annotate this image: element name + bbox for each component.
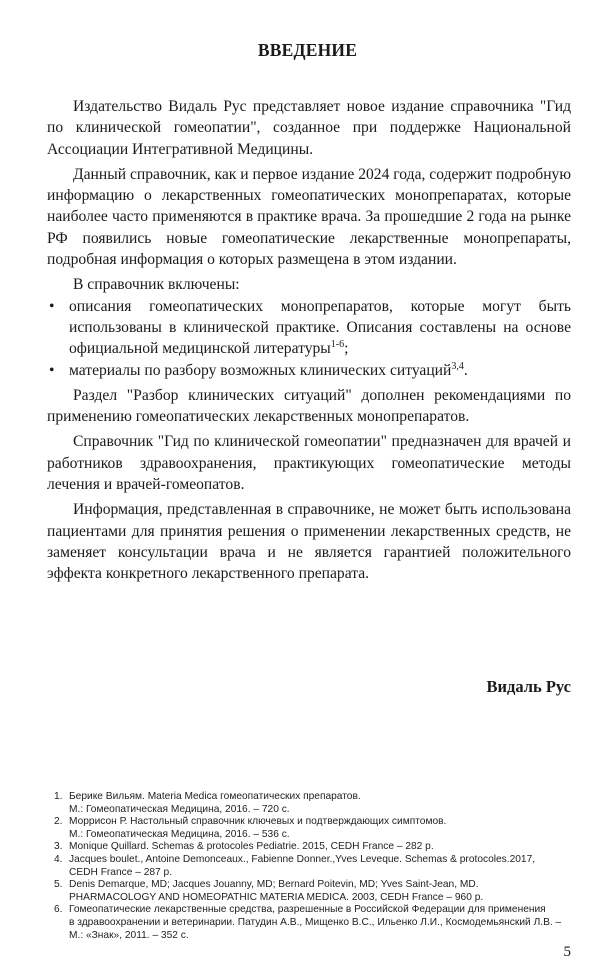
footnote-line: Jacques boulet., Antoine Demonceaux., Fabienne Donner.,Yves Leveque. Schemas & protocoles.2017,: [69, 853, 536, 865]
bullet-icon: •: [49, 361, 55, 379]
footnote-item: [54, 841, 574, 854]
footnote-item: [54, 879, 574, 904]
paragraph-audience: Справочник "Гид по клинической гомеопатии" предназначен для врачей и работников здравоохранения, практикующих гомеопатические методы лечения и врачей-гомеопатов.: [47, 433, 571, 494]
footnote-number: 4.: [54, 853, 63, 865]
footnote-item: [54, 816, 574, 841]
footnote-item: [54, 904, 574, 942]
page-number: 5: [563, 944, 571, 960]
page-title: ВВЕДЕНИЕ: [257, 40, 358, 60]
footnote-number: 6.: [54, 904, 63, 916]
footnote-number: 5.: [54, 879, 63, 891]
footnote-line: Берике Вильям. Materia Medica гомеопатических препаратов.: [69, 791, 361, 802]
footnote-line: CEDH France – 287 p.: [69, 866, 173, 878]
list-item: [47, 296, 571, 360]
footnotes: [54, 791, 574, 942]
footnote-number: 3.: [54, 841, 63, 853]
footnote-item: [54, 854, 574, 879]
list-item-end: .: [463, 361, 468, 379]
list-item-text: описания гомеопатических монопрепаратов, которые могут быть использованы в клинической практике. Описания составлены на основе официальной медицинской литературы: [69, 297, 571, 358]
footnote-ref: 1-6: [330, 339, 345, 351]
paragraph-intro-publisher: Издательство Видаль Рус представляет новое издание справочника "Гид по клинической гомеопатии", созданное при поддержке Национальной Ассоциации Интегративной Медицины.: [47, 98, 571, 158]
footnote-number: 2.: [54, 816, 63, 828]
footnote-line: в здравоохранении и ветеринарии. Патудин А.В., Мищенко В.С., Ильенко Л.И., Космодемьянский Л.В. –: [69, 916, 562, 928]
footnote-line: Monique Quillard. Schemas & protocoles Pediatrie. 2015, CEDH France – 282 p.: [69, 841, 434, 853]
footnote-line: PHARMACOLOGY AND HOMEOPATHIC MATERIA MEDICA. 2003, CEDH France – 960 p.: [69, 891, 484, 903]
list-item: [47, 360, 571, 381]
paragraph-disclaimer: Информация, представленная в справочнике, не может быть использована пациентами для принятия решения о применении лекарственных средств, не заменяет консультации врача и не является гарантией положительного эффекта конкретного лекарственного препарата.: [47, 501, 571, 583]
footnote-line: Моррисон Р. Настольный справочник ключевых и подтверждающих симптомов.: [69, 816, 447, 828]
bullet-icon: •: [49, 297, 55, 315]
footnote-number: 1.: [54, 791, 63, 802]
paragraph-contents-intro: В справочник включены:: [73, 276, 240, 294]
footnote-item: [54, 791, 574, 816]
footnote-line: М.: Гомеопатическая Медицина, 2016. – 536 с.: [69, 828, 290, 840]
list-item-end: ;: [344, 340, 349, 358]
contents-list: [47, 296, 571, 381]
footnote-ref: 3,4: [451, 360, 464, 372]
list-item-text: материалы по разбору возможных клинических ситуаций: [69, 361, 452, 379]
paragraph-section-note: Раздел "Разбор клинических ситуаций" дополнен рекомендациями по применению гомеопатических лекарственных монопрепаратов.: [47, 386, 571, 426]
paragraph-description: Данный справочник, как и первое издание 2024 года, содержит подробную информацию о лекарственных гомеопатических монопрепаратах, которые наиболее часто применяются в практике врача. За прошедшие 2 года на рынке РФ появились новые гомеопатические лекарственные монопрепараты, подробная информация о которых размещена в этом издании.: [47, 165, 571, 269]
footnote-line: Гомеопатические лекарственные средства, разрешенные в Российской Федерации для применения: [69, 904, 546, 916]
footnote-line: М.: «Знак», 2011. – 352 с.: [69, 929, 189, 941]
footnote-line: Denis Demarque, MD; Jacques Jouanny, MD; Bernard Poitevin, MD; Yves Saint-Jean, MD.: [69, 879, 479, 891]
signature: Видаль Рус: [486, 677, 571, 696]
footnote-line: М.: Гомеопатическая Медицина, 2016. – 720 с.: [69, 803, 290, 815]
body-text: [47, 96, 571, 589]
